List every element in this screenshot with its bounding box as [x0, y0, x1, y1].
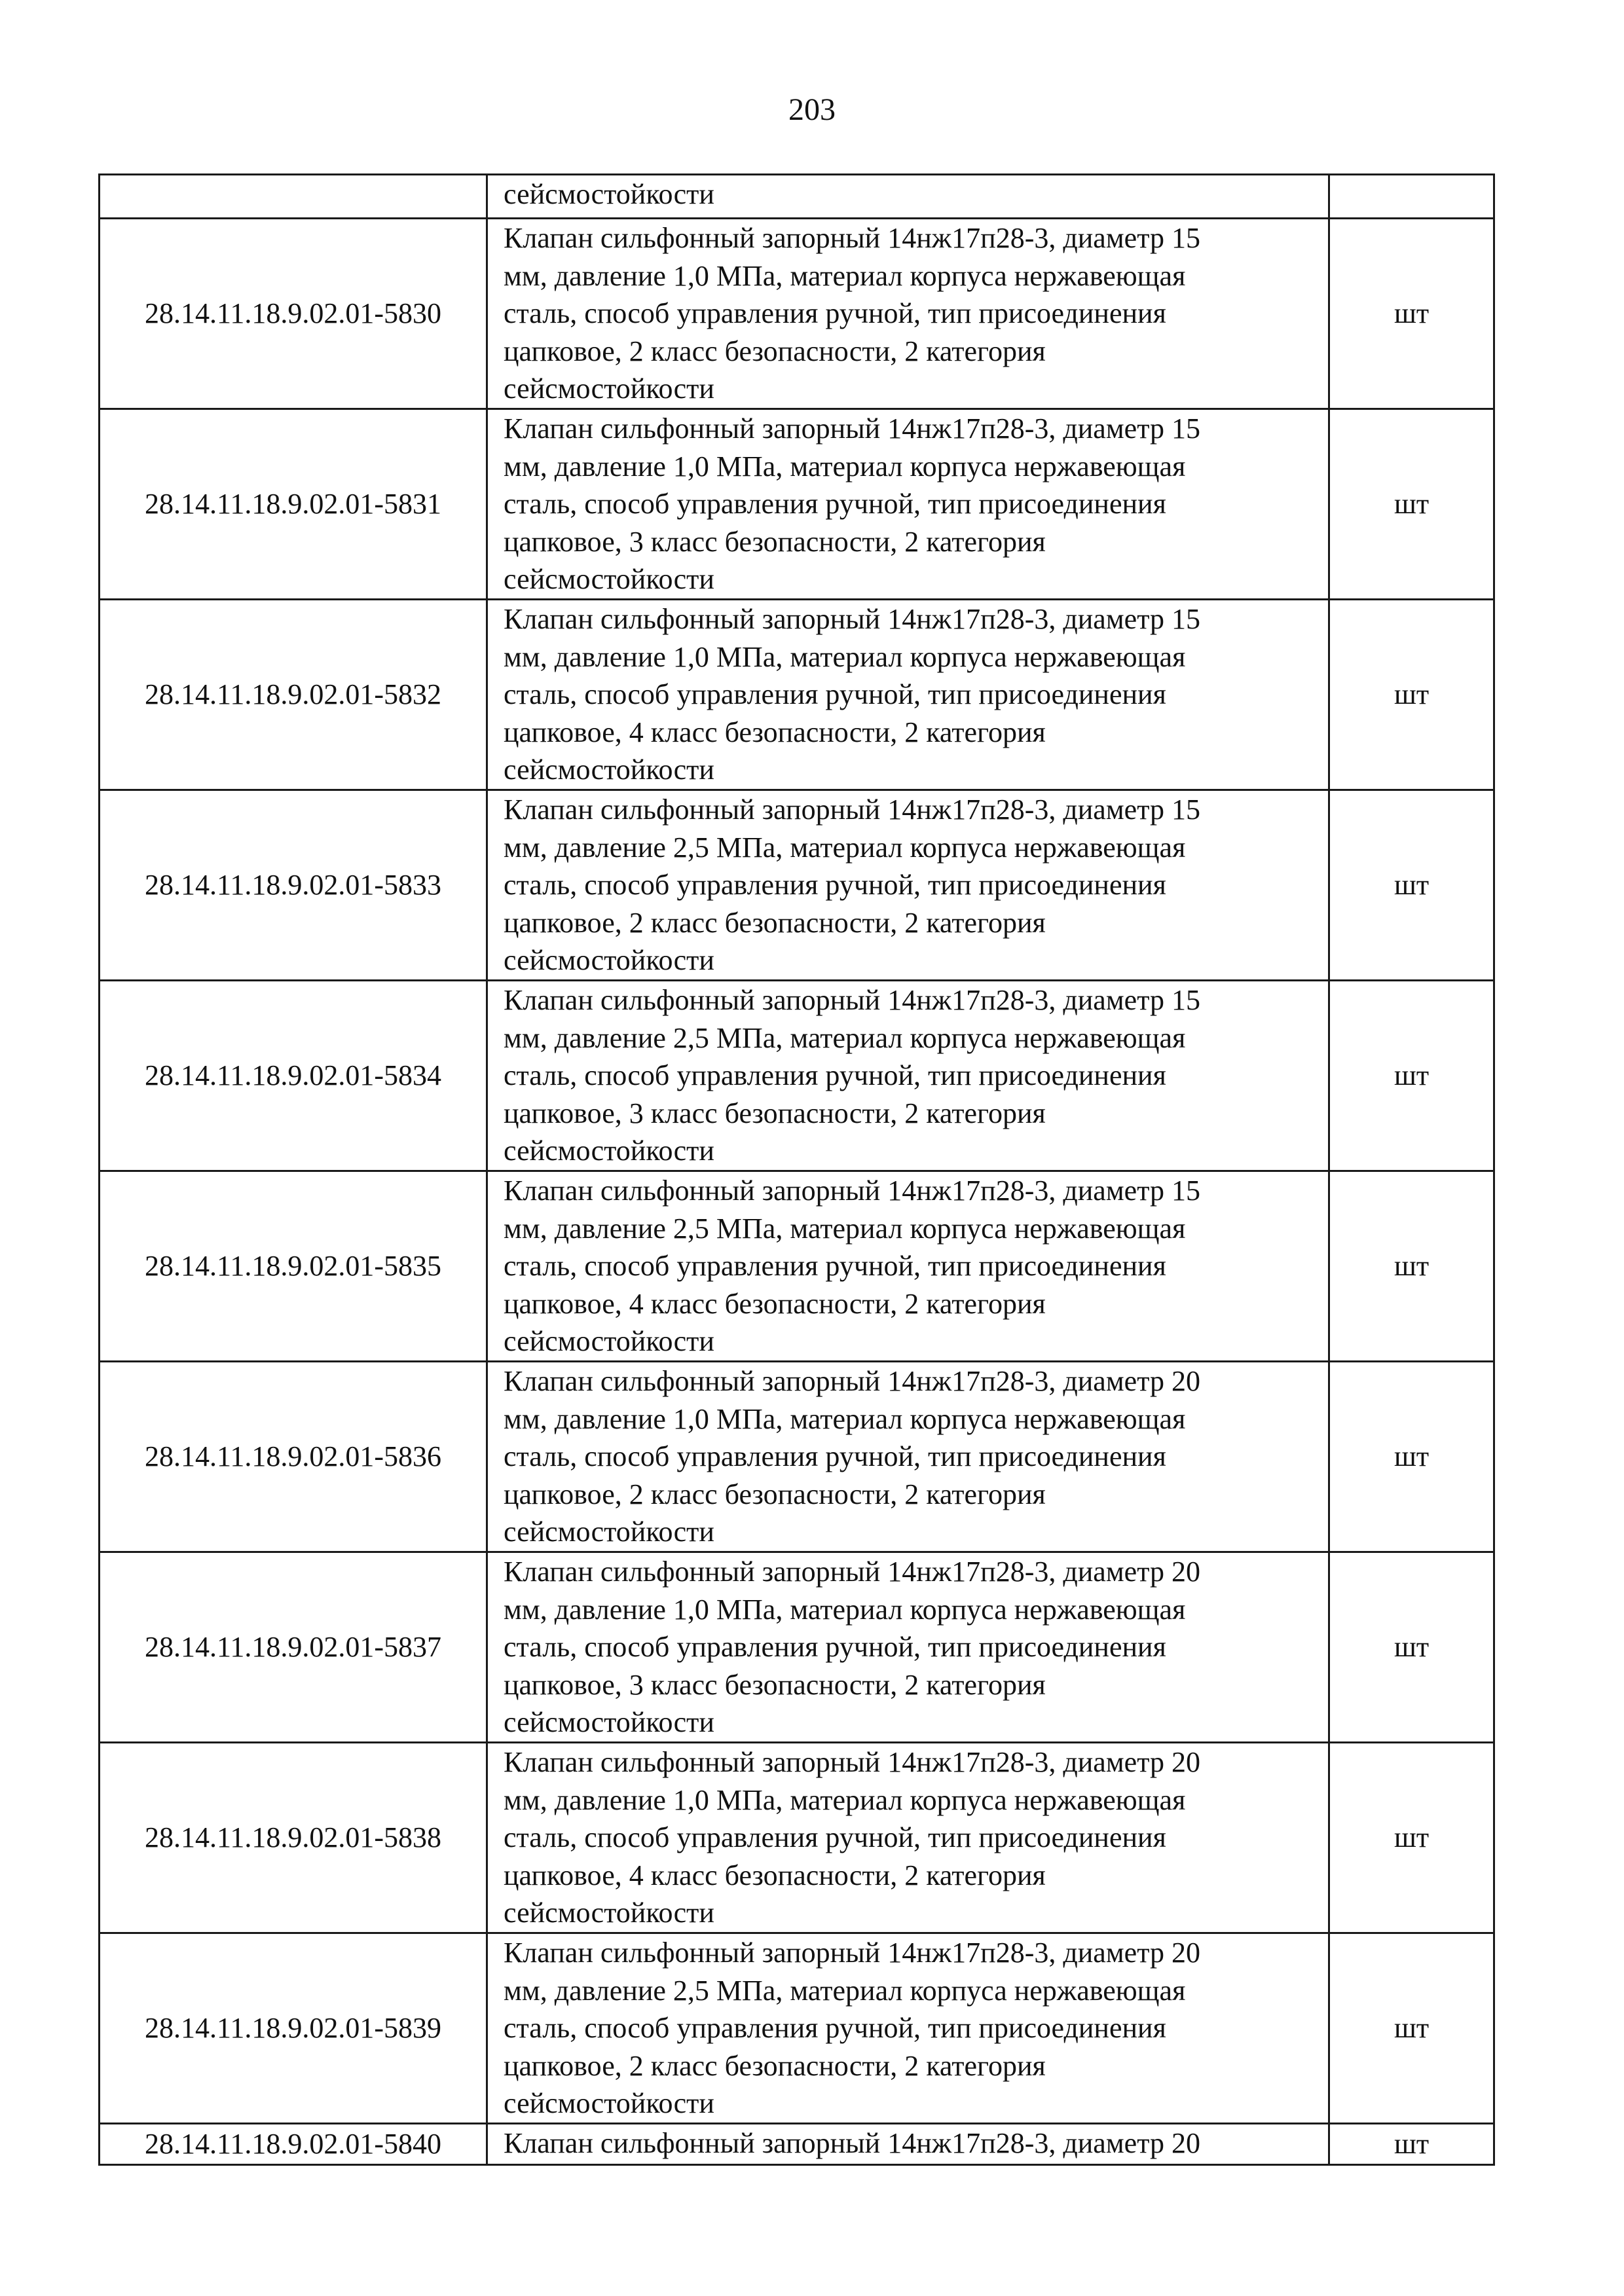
code-cell: 28.14.11.18.9.02.01-5835	[100, 1171, 487, 1362]
description-line: мм, давление 2,5 МПа, материал корпуса нержавеющая	[504, 1212, 1186, 1245]
description-line: сейсмостойкости	[504, 1135, 714, 1167]
description-line: мм, давление 2,5 МПа, материал корпуса нержавеющая	[504, 1974, 1186, 2007]
table-row	[100, 1362, 1494, 1552]
description-line: цапковое, 3 класс безопасности, 2 категория	[504, 525, 1046, 558]
description-line: цапковое, 2 класс безопасности, 2 категория	[504, 906, 1046, 939]
description-cell	[487, 1743, 1329, 1933]
description-cell	[487, 219, 1329, 409]
description-line: Клапан сильфонный запорный 14нж17п28-3, диаметр 20	[504, 1365, 1200, 1397]
code-cell: 28.14.11.18.9.02.01-5830	[100, 219, 487, 409]
description-line: цапковое, 2 класс безопасности, 2 категория	[504, 335, 1046, 367]
code-cell: 28.14.11.18.9.02.01-5831	[100, 409, 487, 600]
unit-cell: шт	[1329, 1933, 1494, 2124]
description-line: сейсмостойкости	[504, 1897, 714, 1929]
unit-cell: шт	[1329, 1552, 1494, 1743]
unit-cell: шт	[1329, 600, 1494, 790]
description-cell	[487, 1552, 1329, 1743]
description-cell	[487, 409, 1329, 600]
unit-cell: шт	[1329, 1743, 1494, 1933]
description-line: сталь, способ управления ручной, тип присоединения	[504, 869, 1166, 902]
code-cell: 28.14.11.18.9.02.01-5833	[100, 790, 487, 981]
table-row	[100, 790, 1494, 981]
description-cell	[487, 1362, 1329, 1552]
description-line: Клапан сильфонный запорный 14нж17п28-3, диаметр 20	[504, 1937, 1200, 1969]
description-line: Клапан сильфонный запорный 14нж17п28-3, диаметр 15	[504, 222, 1200, 254]
description-line: цапковое, 4 класс безопасности, 2 категория	[504, 1287, 1046, 1320]
description-line: Клапан сильфонный запорный 14нж17п28-3, диаметр 15	[504, 793, 1200, 826]
unit-cell: шт	[1329, 409, 1494, 600]
unit-cell: шт	[1329, 1171, 1494, 1362]
specification-table	[98, 173, 1495, 2166]
description-line: цапковое, 2 класс безопасности, 2 категория	[504, 2049, 1046, 2082]
table-row	[100, 2124, 1494, 2165]
description-line: сейсмостойкости	[504, 563, 714, 596]
description-line: цапковое, 3 класс безопасности, 2 категория	[504, 1097, 1046, 1129]
description-line: сталь, способ управления ручной, тип присоединения	[504, 1250, 1166, 1283]
table-body	[100, 175, 1494, 2165]
description-line: мм, давление 1,0 МПа, материал корпуса нержавеющая	[504, 1593, 1186, 1626]
unit-cell: шт	[1329, 981, 1494, 1171]
table-row	[100, 1933, 1494, 2124]
description-line: мм, давление 1,0 МПа, материал корпуса нержавеющая	[504, 640, 1186, 673]
description-line: сейсмостойкости	[504, 2087, 714, 2120]
description-line: мм, давление 2,5 МПа, материал корпуса нержавеющая	[504, 831, 1186, 864]
description-line: цапковое, 2 класс безопасности, 2 категория	[504, 1478, 1046, 1510]
table-row	[100, 409, 1494, 600]
unit-cell: шт	[1329, 1362, 1494, 1552]
code-cell: 28.14.11.18.9.02.01-5832	[100, 600, 487, 790]
description-line: сейсмостойкости	[504, 754, 714, 786]
table-row	[100, 981, 1494, 1171]
description-line: сталь, способ управления ручной, тип присоединения	[504, 1440, 1166, 1473]
description-cell	[487, 790, 1329, 981]
description-cell	[487, 1933, 1329, 2124]
description-line: цапковое, 4 класс безопасности, 2 категория	[504, 716, 1046, 748]
description-line: Клапан сильфонный запорный 14нж17п28-3, диаметр 15	[504, 984, 1200, 1016]
description-line: мм, давление 1,0 МПа, материал корпуса нержавеющая	[504, 1783, 1186, 1816]
description-line: сталь, способ управления ручной, тип присоединения	[504, 1821, 1166, 1854]
description-line: сейсмостойкости	[504, 944, 714, 977]
description-line: мм, давление 2,5 МПа, материал корпуса нержавеющая	[504, 1021, 1186, 1054]
description-line: Клапан сильфонный запорный 14нж17п28-3, диаметр 20	[504, 1746, 1200, 1778]
description-line: Клапан сильфонный запорный 14нж17п28-3, диаметр 20	[504, 1556, 1200, 1588]
description-line: Клапан сильфонный запорный 14нж17п28-3, диаметр 15	[504, 603, 1200, 635]
description-cell	[487, 1171, 1329, 1362]
code-cell: 28.14.11.18.9.02.01-5839	[100, 1933, 487, 2124]
description-line: цапковое, 4 класс безопасности, 2 категория	[504, 1859, 1046, 1891]
description-line: сталь, способ управления ручной, тип присоединения	[504, 1631, 1166, 1664]
code-cell: 28.14.11.18.9.02.01-5834	[100, 981, 487, 1171]
description-line: сейсмостойкости	[504, 373, 714, 405]
unit-cell: шт	[1329, 219, 1494, 409]
table-row	[100, 600, 1494, 790]
description-line: Клапан сильфонный запорный 14нж17п28-3, диаметр 20	[504, 2127, 1200, 2159]
description-cell	[487, 175, 1329, 219]
table-row	[100, 1552, 1494, 1743]
description-line: мм, давление 1,0 МПа, материал корпуса нержавеющая	[504, 450, 1186, 483]
code-cell: 28.14.11.18.9.02.01-5838	[100, 1743, 487, 1933]
code-cell: 28.14.11.18.9.02.01-5837	[100, 1552, 487, 1743]
description-line: Клапан сильфонный запорный 14нж17п28-3, диаметр 15	[504, 1175, 1200, 1207]
continuation-row	[100, 175, 1494, 219]
code-cell: 28.14.11.18.9.02.01-5840	[100, 2124, 487, 2165]
table-row	[100, 1171, 1494, 1362]
description-line: цапковое, 3 класс безопасности, 2 категория	[504, 1668, 1046, 1701]
description-line: сейсмостойкости	[504, 1706, 714, 1739]
table-row	[100, 219, 1494, 409]
description-line: сталь, способ управления ручной, тип присоединения	[504, 488, 1166, 520]
code-cell-empty	[100, 175, 487, 219]
description-line: мм, давление 1,0 МПа, материал корпуса нержавеющая	[504, 1402, 1186, 1435]
unit-cell: шт	[1329, 2124, 1494, 2165]
description-line: сейсмостойкости	[504, 1325, 714, 1358]
description-cell	[487, 600, 1329, 790]
code-cell: 28.14.11.18.9.02.01-5836	[100, 1362, 487, 1552]
table-row	[100, 1743, 1494, 1933]
description-line: Клапан сильфонный запорный 14нж17п28-3, диаметр 15	[504, 412, 1200, 445]
description-cell	[487, 981, 1329, 1171]
description-line: сейсмостойкости	[504, 1516, 714, 1548]
description-line: сейсмостойкости	[504, 178, 714, 210]
description-line: сталь, способ управления ручной, тип присоединения	[504, 1059, 1166, 1092]
description-line: сталь, способ управления ручной, тип присоединения	[504, 2012, 1166, 2045]
description-line: сталь, способ управления ручной, тип присоединения	[504, 297, 1166, 330]
description-line: сталь, способ управления ручной, тип присоединения	[504, 678, 1166, 711]
page-number: 203	[788, 92, 836, 127]
description-line: мм, давление 1,0 МПа, материал корпуса нержавеющая	[504, 259, 1186, 292]
description-cell	[487, 2124, 1329, 2165]
unit-cell: шт	[1329, 790, 1494, 981]
unit-cell-empty	[1329, 175, 1494, 219]
